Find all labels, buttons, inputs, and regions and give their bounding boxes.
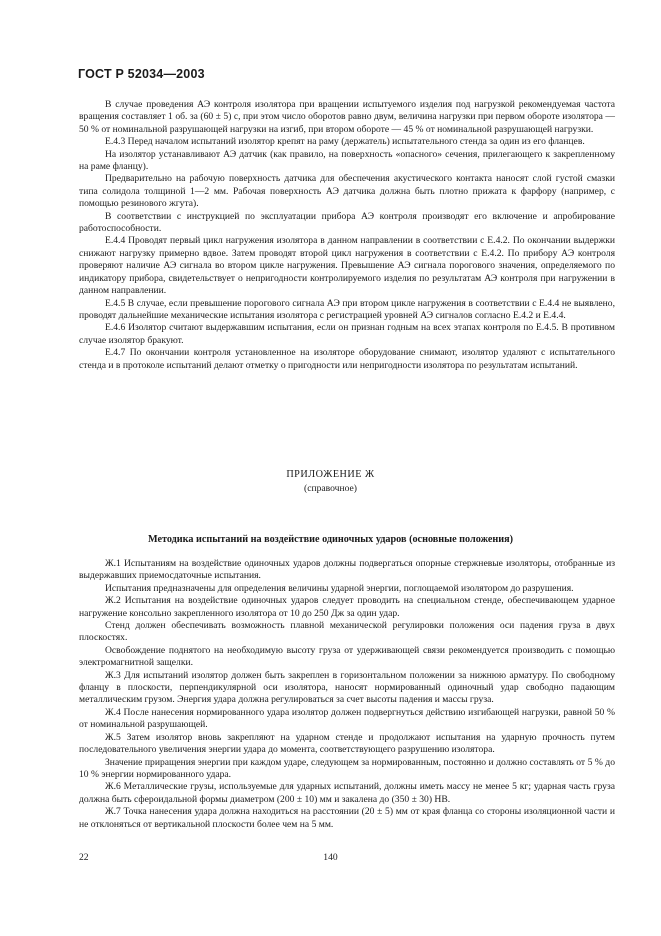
paragraph: Значение приращения энергии при каждом ударе, следующем за нормированным, постоянно и должно составлять от 5 % до 10 % энергии нормированного удара. [79, 756, 615, 780]
paragraph: Освобождение поднятого на необходимую высоту груза от удерживающей связи рекомендуется производить с помощью электромагнитной защелки. [79, 644, 615, 669]
paragraph: Ж.3 Для испытаний изолятор должен быть закреплен в горизонтальном положении за нижнюю арматуру. По свободному фланцу в плоскости, перпендикулярной оси изолятора, наносят нормированный одиночный удар свободно падающим металлическим грузом. Энергия удара должна регулироваться за счет высоты падения и массы груза. [79, 669, 615, 706]
section-e4-text [79, 99, 615, 372]
paragraph: Е.4.5 В случае, если превышение порогового сигнала АЭ при втором цикле нагружения в соответствии с Е.4.4 не выявлено, проводят дальнейшие механические испытания изолятора с регистрацией уровней АЭ сигналов согласно Е.4.2 и Е.4.4. [79, 297, 615, 321]
page-number-left: 22 [79, 852, 89, 863]
paragraph: Е.4.4 Проводят первый цикл нагружения изолятора в данном направлении в соответствии с Е.4.2. По окончании выдержки снижают нагрузку примерно вдвое. Затем проводят второй цикл нагружения в соответствии с Е.4.2. По прибору АЭ контроля проверяют наличие АЭ сигнала во втором цикле нагружения. Превышение АЭ сигнала порогового значения, определяемого по индикатору прибора, свидетельствует о непригодности контролируемого изделия по результатам АЭ контроля при нагружении в данном направлении. [79, 235, 615, 297]
section-zh-text [79, 558, 615, 831]
section-title: Методика испытаний на воздействие одиночных ударов (основные положения) [147, 534, 513, 545]
paragraph: Ж.7 Точка нанесения удара должна находиться на расстоянии (20 ± 5) мм от края фланца со стороны изоляционной части и не отклоняться от вертикальной плоскости более чем на 5 мм. [79, 806, 615, 830]
paragraph: На изолятор устанавливают АЭ датчик (как правило, на поверхность «опасного» сечения, прилегающего к закрепленному на раме фланцу). [79, 148, 615, 173]
paragraph: В соответствии с инструкцией по эксплуатации прибора АЭ контроля производят его включение и апробирование работоспособности. [79, 210, 615, 235]
paragraph: Ж.6 Металлические грузы, используемые для ударных испытаний, должны иметь массу не менее 5 кг; ударная часть груза должна быть сфероидальной формы диаметром (200 ± 10) мм и закалена до (350 ± 30) НВ. [79, 781, 615, 805]
appendix-note: (справочное) [304, 483, 357, 494]
paragraph: Ж.5 Затем изолятор вновь закрепляют на ударном стенде и продолжают испытания на ударную прочность путем последовательного увеличения энергии удара до момента, соответствующего разрушению изолятора. [79, 731, 615, 756]
document-header: ГОСТ Р 52034—2003 [78, 67, 205, 81]
page-number-center: 140 [323, 852, 338, 863]
paragraph: Испытания предназначены для определения величины ударной энергии, поглощаемой изолятором до разрушения. [105, 582, 574, 594]
paragraph: Е.4.7 По окончании контроля установленное на изоляторе оборудование снимают, изолятор удаляют с испытательного стенда и в протоколе испытаний делают отметку о пригодности или непригодности изолятора по результатам испытаний. [79, 347, 615, 371]
paragraph: Е.4.3 Перед началом испытаний изолятор крепят на раму (держатель) испытательного стенда за один из его фланцев. [105, 136, 585, 148]
paragraph: Предварительно на рабочую поверхность датчика для обеспечения акустического контакта наносят слой густой смазки типа солидола толщиной 1—2 мм. Рабочая поверхность АЭ датчика должна быть плотно прижата к фарфору (например, с помощью резинового жгута). [79, 173, 615, 210]
paragraph: Ж.4 После нанесения нормированного удара изолятор должен подвергнуться действию изгибающей нагрузки, равной 50 % от номинальной разрушающей. [79, 706, 615, 731]
paragraph: Ж.2 Испытания на воздействие одиночных ударов следует проводить на специальном стенде, обеспечивающем ударное нагружение консольно закрепленного изолятора от 10 до 250 Дж за один удар. [79, 595, 615, 619]
paragraph: В случае проведения АЭ контроля изолятора при вращении испытуемого изделия под нагрузкой рекомендуемая частота вращения составляет 1 об. за (60 ± 5) с, при этом число оборотов равно двум, величина нагрузки при первом обороте изолятора — 50 % от номинальной разрушающей нагрузки на изгиб, при втором обороте — 45 % от номинальной разрушающей нагрузки. [79, 99, 615, 135]
paragraph: Е.4.6 Изолятор считают выдержавшим испытания, если он признан годным на всех этапах контроля по Е.4.5. В противном случае изолятор бракуют. [79, 322, 615, 346]
appendix-title: ПРИЛОЖЕНИЕ Ж [286, 469, 375, 480]
paragraph: Ж.1 Испытаниям на воздействие одиночных ударов должны подвергаться опорные стержневые изоляторы, отобранные из выдержавших приемосдаточные испытания. [79, 558, 615, 582]
paragraph: Стенд должен обеспечивать возможность плавной механической регулировки положения оси падения груза в двух плоскостях. [79, 620, 615, 644]
